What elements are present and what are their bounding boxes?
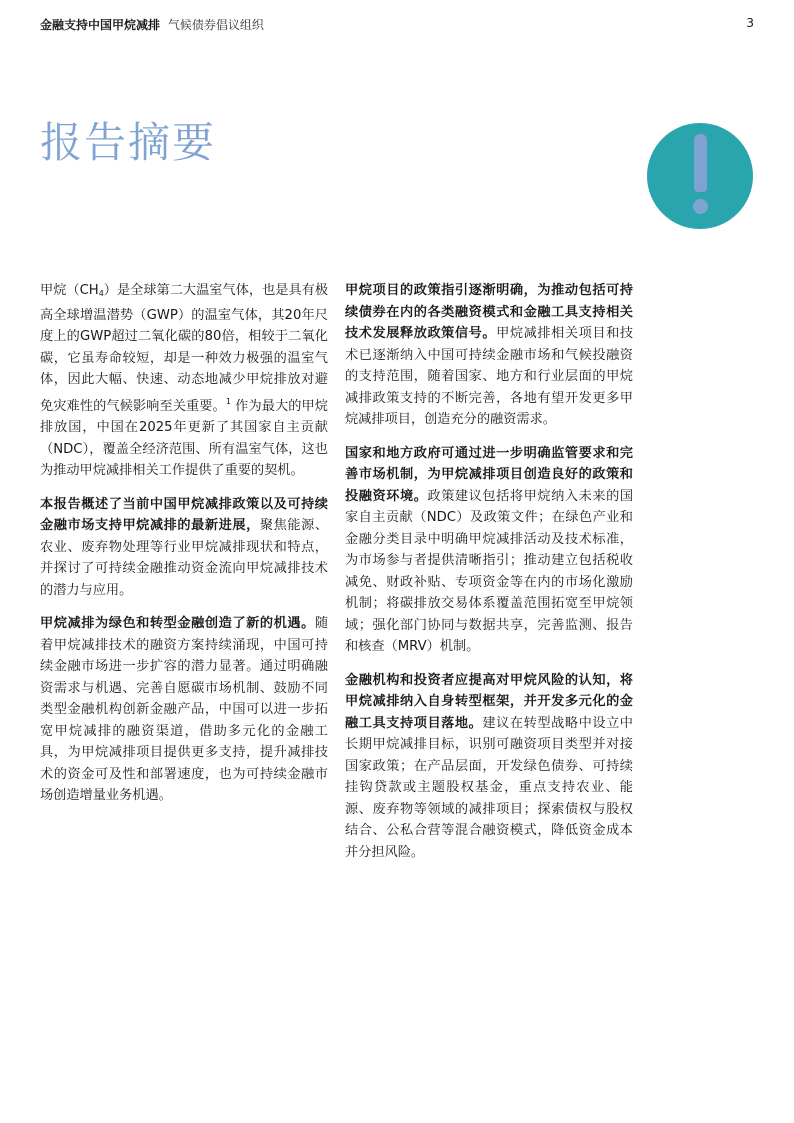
text: 聚焦能源、农业、废弃物处理等行业甲烷减排现状和特点，并探讨了可持续金融推动资金流向甲烷减排技术的潜力与应用。: [40, 518, 329, 598]
bold-lead: 甲烷项目的政策指引逐渐明确，为推动包括可持续债券在内的各类融资模式和金融工具支持相关技术发展释放政策信号。: [345, 283, 633, 341]
text: 随着甲烷减排技术的融资方案持续涌现，中国可持续金融市场进一步扩容的潜力显著。通过明确融资需求与机遇、完善自愿碳市场机制、鼓励不同类型金融机构创新金融产品，中国可以进一步拓宽甲烷减排的融资渠道，借助多元化的金融工具，为甲烷减排项目提供更多支持，提升减排技术的资金可及性和部署速度，也为可持续金融市场创造增量业务机遇。: [40, 616, 328, 803]
paragraph-methane-intro: [40, 280, 328, 482]
left-column: [40, 280, 328, 819]
bold-lead: 甲烷减排为绿色和转型金融创造了新的机遇。: [40, 616, 315, 631]
text: 甲烷减排相关项目和技术已逐渐纳入中国可持续金融市场和气候投融资的支持范围，随着国家、地方和行业层面的甲烷减排政策支持的不断完善，各地有望开发更多甲烷减排项目，创造充分的融资需求。: [345, 326, 634, 427]
paragraph-financial-institutions: [345, 670, 633, 864]
text: ）是全球第二大温室气体，也是具有极高全球增温潜势（GWP）的温室气体，其20年尺度上的GWP超过二氧化碳的80倍，相较于二氧化碳，它虽寿命较短，却是一种效力极强的温室气体，因此大幅、快速、动态地减少甲烷排放对避免灾难性的气候影响至关重要。: [40, 283, 329, 414]
report-brand: 金融支持中国甲烷减排: [40, 18, 161, 32]
bold-lead: 本报告概述了当前中国甲烷减排政策以及可持续金融市场支持甲烷减排的最新进展，: [40, 496, 328, 533]
page-number: 3: [746, 16, 754, 30]
page-header: [40, 16, 754, 34]
paragraph-policy-guidance: [345, 280, 633, 431]
footnote-marker: 1: [225, 396, 231, 406]
text: 甲烷（CH: [40, 283, 99, 298]
text: 作为最大的甲烷排放国，中国在2025年更新了其国家自主贡献（NDC），覆盖全经济范围、所有温室气体，这也为推动甲烷减排相关工作提供了重要的契机。: [40, 398, 328, 478]
organization-name: 气候债券倡议组织: [167, 18, 264, 32]
paragraph-report-overview: [40, 494, 328, 602]
subscript: 4: [98, 289, 104, 298]
bold-lead: 国家和地方政府可通过进一步明确监管要求和完善市场机制，为甲烷减排项目创造良好的政策和投融资环境。: [345, 445, 633, 504]
text: 建议在转型战略中设立中长期甲烷减排目标，识别可融资项目类型并对接国家政策；在产品层面，开发绿色债券、可持续挂钩贷款或主题股权基金，重点支持农业、能源、废弃物等领域的减排项目；探索债权与股权结合、公私合营等混合融资模式，降低资金成本并分担风险。: [345, 715, 633, 860]
page-title: 报告摘要: [40, 118, 217, 167]
right-column: [345, 280, 633, 875]
exclamation-icon: [647, 123, 753, 229]
text: 政策建议包括将甲烷纳入未来的国家自主贡献（NDC）及政策文件；在绿色产业和金融分类目录中明确甲烷减排活动及技术标准，为市场参与者提供清晰指引；推动建立包括税收减免、财政补贴、专项资金等在内的市场化激励机制；将碳排放交易体系覆盖范围拓宽至甲烷领域；强化部门协同与数据共享，完善监测、报告和核查（MRV）机制。: [345, 488, 634, 654]
exclamation-dot: [693, 199, 708, 214]
paragraph-government-recommendations: [345, 443, 633, 658]
paragraph-opportunity: [40, 613, 328, 807]
exclamation-bar: [694, 134, 707, 192]
bold-lead: 金融机构和投资者应提高对甲烷风险的认知，将甲烷减排纳入自身转型框架，并开发多元化的金融工具支持项目落地。: [345, 672, 633, 731]
